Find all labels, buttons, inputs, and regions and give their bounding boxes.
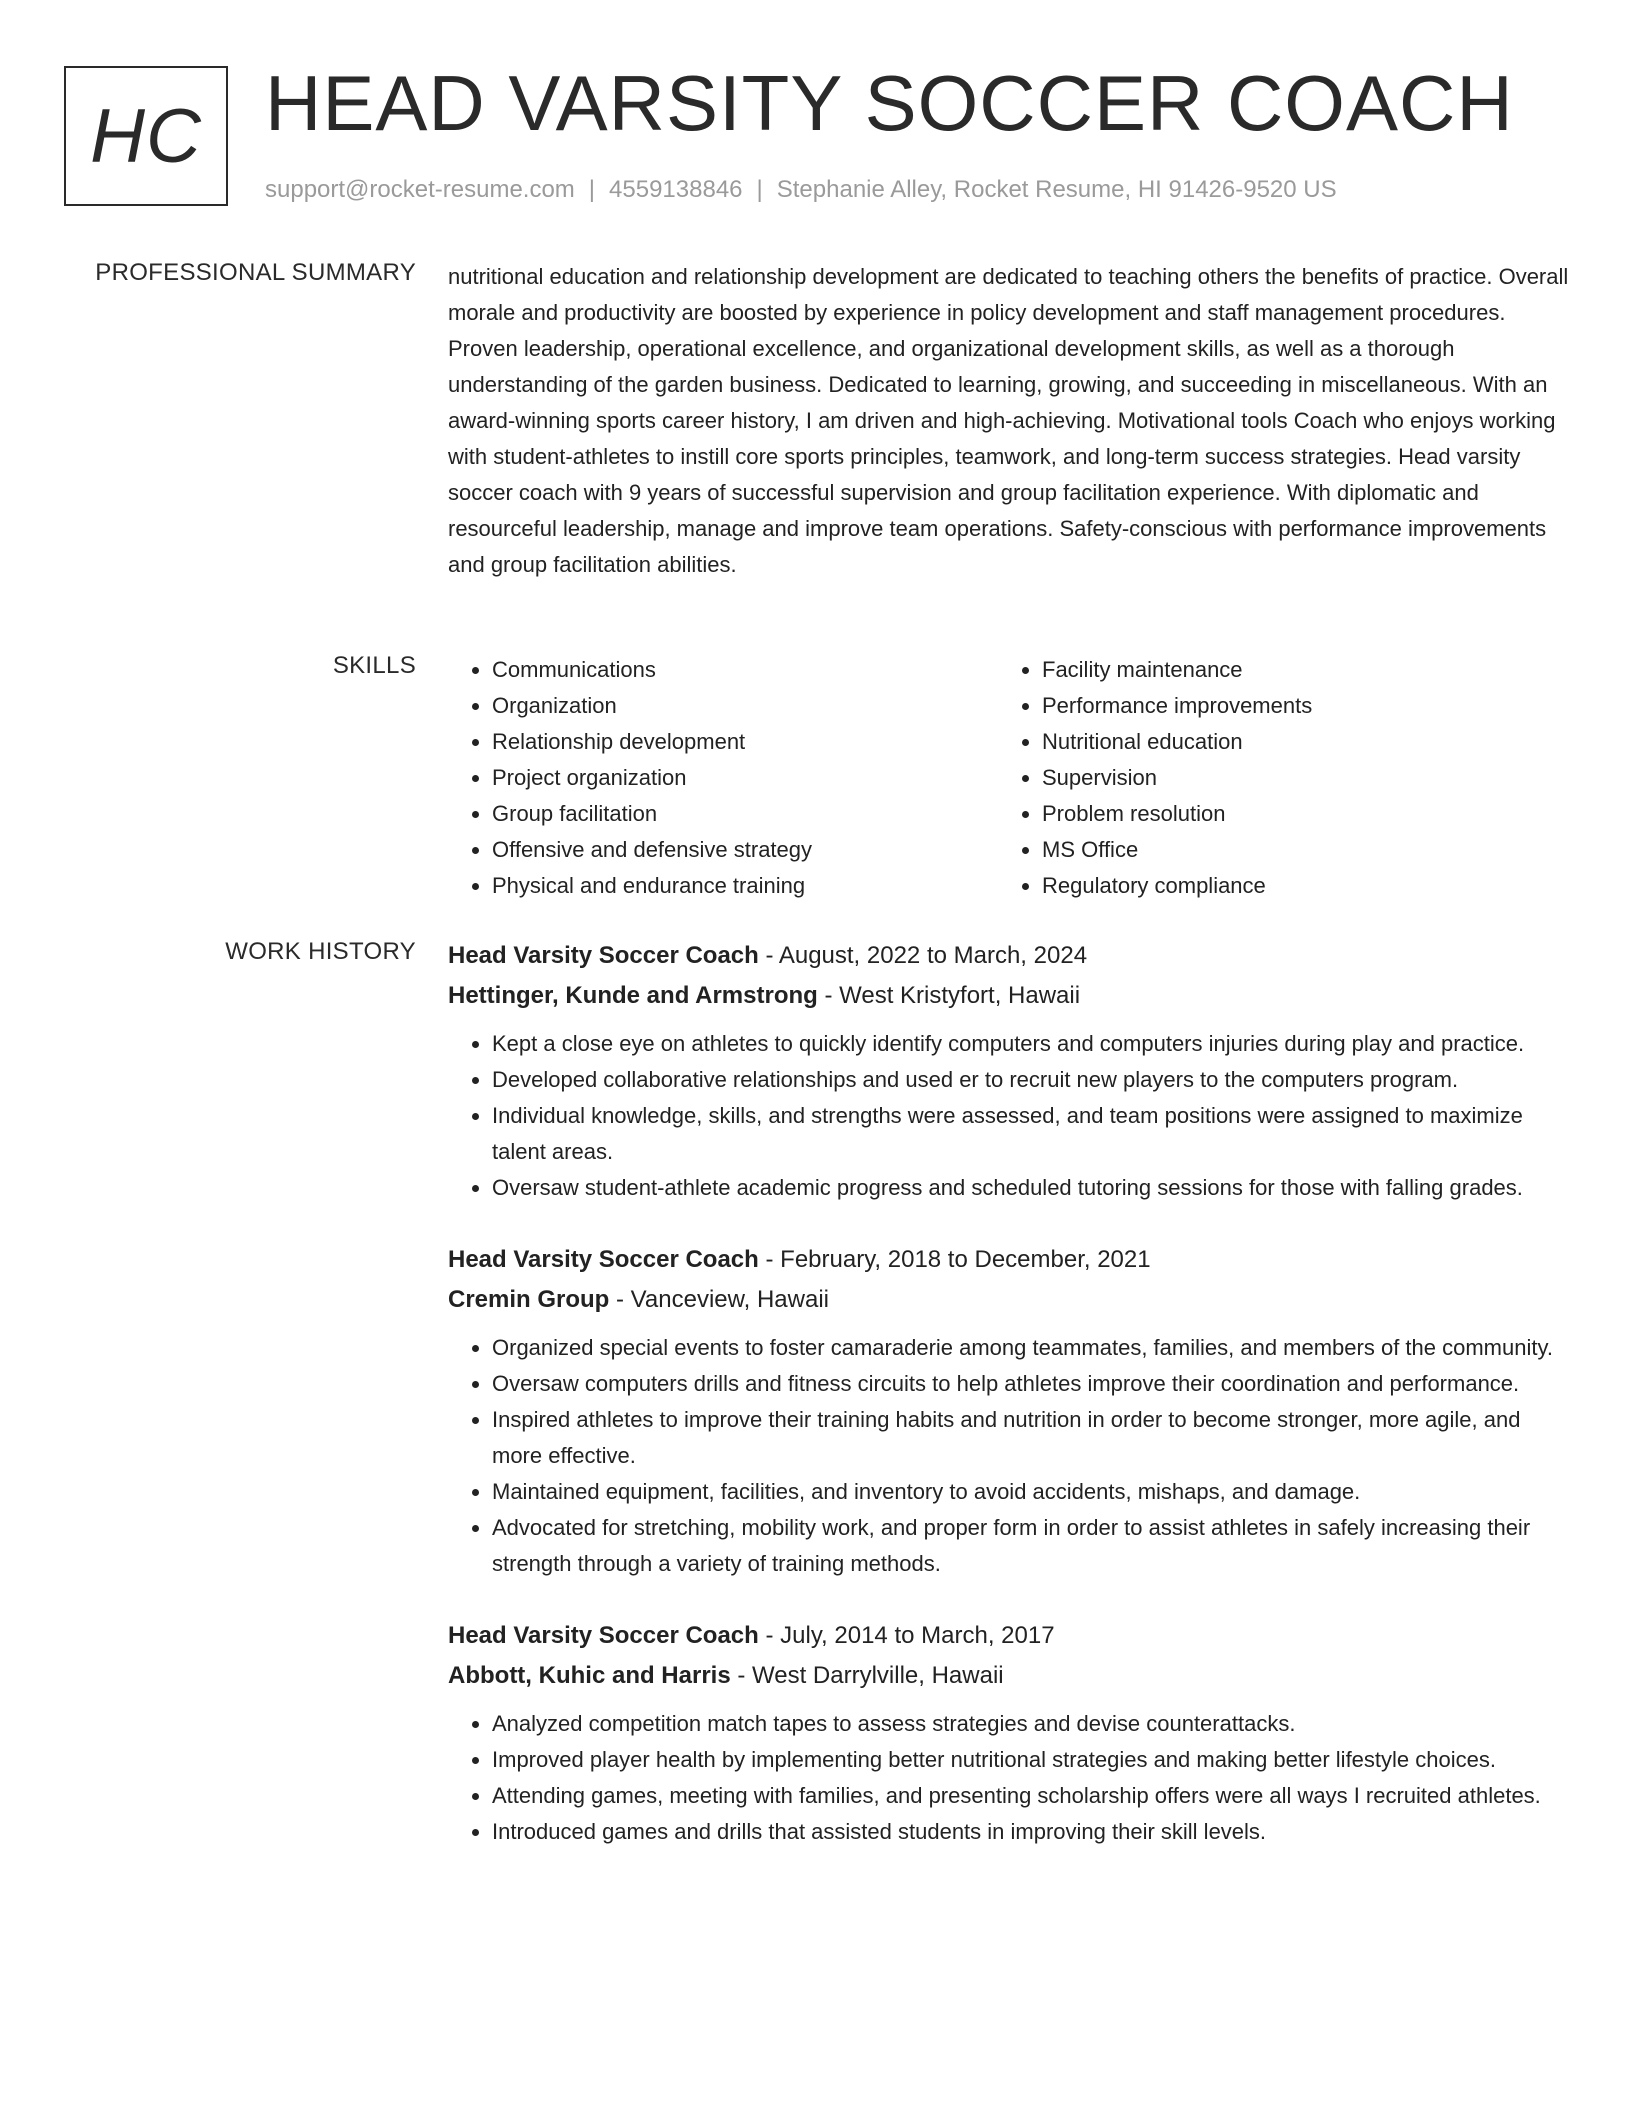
job-entry <box>448 936 1570 1206</box>
skills-list-right <box>998 652 1312 904</box>
job-title-line <box>448 1240 1570 1280</box>
job-bullet: • Organized special events to foster camaraderie among teammates, families, and members of the community. <box>492 1330 1570 1366</box>
job-bullets <box>448 1706 1570 1850</box>
skill-item: • Facility maintenance <box>1042 652 1312 688</box>
skill-item: • Problem resolution <box>1042 796 1312 832</box>
contact-phone[interactable]: 4559138846 <box>609 176 743 203</box>
job-title: Head Varsity Soccer Coach <box>448 1246 759 1273</box>
resume-title: HEAD VARSITY SOCCER COACH <box>265 59 1514 147</box>
job-bullet: • Advocated for stretching, mobility work, and proper form in order to assist athletes in safely increasing their strength through a variety of training methods. <box>492 1510 1570 1582</box>
job-bullets <box>448 1026 1570 1206</box>
job-bullet: • Oversaw computers drills and fitness circuits to help athletes improve their coordination and performance. <box>492 1366 1570 1402</box>
job-bullet: • Improved player health by implementing better nutritional strategies and making better lifestyle choices. <box>492 1742 1570 1778</box>
job-bullet: • Analyzed competition match tapes to assess strategies and devise counterattacks. <box>492 1706 1570 1742</box>
job-bullet: • Kept a close eye on athletes to quickly identify computers and computers injuries during play and practice. <box>492 1026 1570 1062</box>
job-location: - West Kristyfort, Hawaii <box>817 982 1081 1009</box>
job-title: Head Varsity Soccer Coach <box>448 942 759 969</box>
contact-line <box>265 176 1337 204</box>
skill-item: • MS Office <box>1042 832 1312 868</box>
job-company-line <box>448 976 1570 1016</box>
skill-item: • Physical and endurance training <box>492 868 812 904</box>
contact-email[interactable]: support@rocket-resume.com <box>265 176 575 203</box>
skill-item: • Regulatory compliance <box>1042 868 1312 904</box>
job-title: Head Varsity Soccer Coach <box>448 1622 759 1649</box>
job-bullet: • Attending games, meeting with families, and presenting scholarship offers were all ways I recruited athletes. <box>492 1778 1570 1814</box>
skill-item: • Supervision <box>1042 760 1312 796</box>
job-dates: - July, 2014 to March, 2017 <box>758 1622 1055 1649</box>
job-bullets <box>448 1330 1570 1582</box>
job-entry <box>448 1240 1570 1582</box>
monogram-box <box>64 66 228 206</box>
skill-item: • Group facilitation <box>492 796 812 832</box>
job-title-line <box>448 936 1570 976</box>
job-company: Cremin Group <box>448 1286 610 1313</box>
contact-separator: | <box>756 176 763 203</box>
job-title-line <box>448 1616 1570 1656</box>
job-dates: - February, 2018 to December, 2021 <box>758 1246 1151 1273</box>
job-bullet: • Individual knowledge, skills, and strengths were assessed, and team positions were assigned to maximize talent areas. <box>492 1098 1570 1170</box>
job-company-line <box>448 1656 1570 1696</box>
monogram-initials: HC <box>90 93 202 179</box>
skill-item: • Organization <box>492 688 812 724</box>
skill-item: • Communications <box>492 652 812 688</box>
job-bullet: • Maintained equipment, facilities, and inventory to avoid accidents, mishaps, and damage. <box>492 1474 1570 1510</box>
contact-address: Stephanie Alley, Rocket Resume, HI 91426-9520 US <box>776 176 1337 203</box>
work-history-body <box>448 936 1570 1884</box>
job-location: - West Darrylville, Hawaii <box>730 1662 1004 1689</box>
job-bullet: • Developed collaborative relationships and used er to recruit new players to the computers program. <box>492 1062 1570 1098</box>
summary-body <box>448 259 1570 583</box>
job-company-line <box>448 1280 1570 1320</box>
job-bullet: • Inspired athletes to improve their training habits and nutrition in order to become stronger, more agile, and more effective. <box>492 1402 1570 1474</box>
contact-separator: | <box>588 176 596 203</box>
job-bullet: • Introduced games and drills that assisted students in improving their skill levels. <box>492 1814 1570 1850</box>
summary-text: nutritional education and relationship development are dedicated to teaching others the benefits of practice. Overall morale and productivity are boosted by experience in policy development and staff management procedures. Proven leadership, operational excellence, and organizational development skills, as well as a thorough understanding of the garden business. Dedicated to learning, growing, and succeeding in miscellaneous. With an award-winning sports career history, I am driven and high-achieving. Motivational tools Coach who enjoys working with student-athletes to instill core sports principles, teamwork, and long-term success strategies. Head varsity soccer coach with 9 years of successful supervision and group facilitation experience. With diplomatic and resourceful leadership, manage and improve team operations. Safety-conscious with performance improvements and group facilitation abilities. <box>448 264 1569 577</box>
skill-item: • Offensive and defensive strategy <box>492 832 812 868</box>
job-entry <box>448 1616 1570 1850</box>
summary-heading: PROFESSIONAL SUMMARY <box>95 259 416 286</box>
work-history-heading: WORK HISTORY <box>225 938 416 965</box>
skills-heading: SKILLS <box>332 652 416 679</box>
job-bullet: • Oversaw student-athlete academic progress and scheduled tutoring sessions for those with falling grades. <box>492 1170 1570 1206</box>
skill-item: • Performance improvements <box>1042 688 1312 724</box>
skills-list-left <box>448 652 812 904</box>
skill-item: • Project organization <box>492 760 812 796</box>
job-company: Abbott, Kuhic and Harris <box>448 1662 731 1689</box>
job-dates: - August, 2022 to March, 2024 <box>758 942 1088 969</box>
skill-item: • Relationship development <box>492 724 812 760</box>
job-company: Hettinger, Kunde and Armstrong <box>448 982 818 1009</box>
skill-item: • Nutritional education <box>1042 724 1312 760</box>
job-location: - Vanceview, Hawaii <box>609 1286 829 1313</box>
